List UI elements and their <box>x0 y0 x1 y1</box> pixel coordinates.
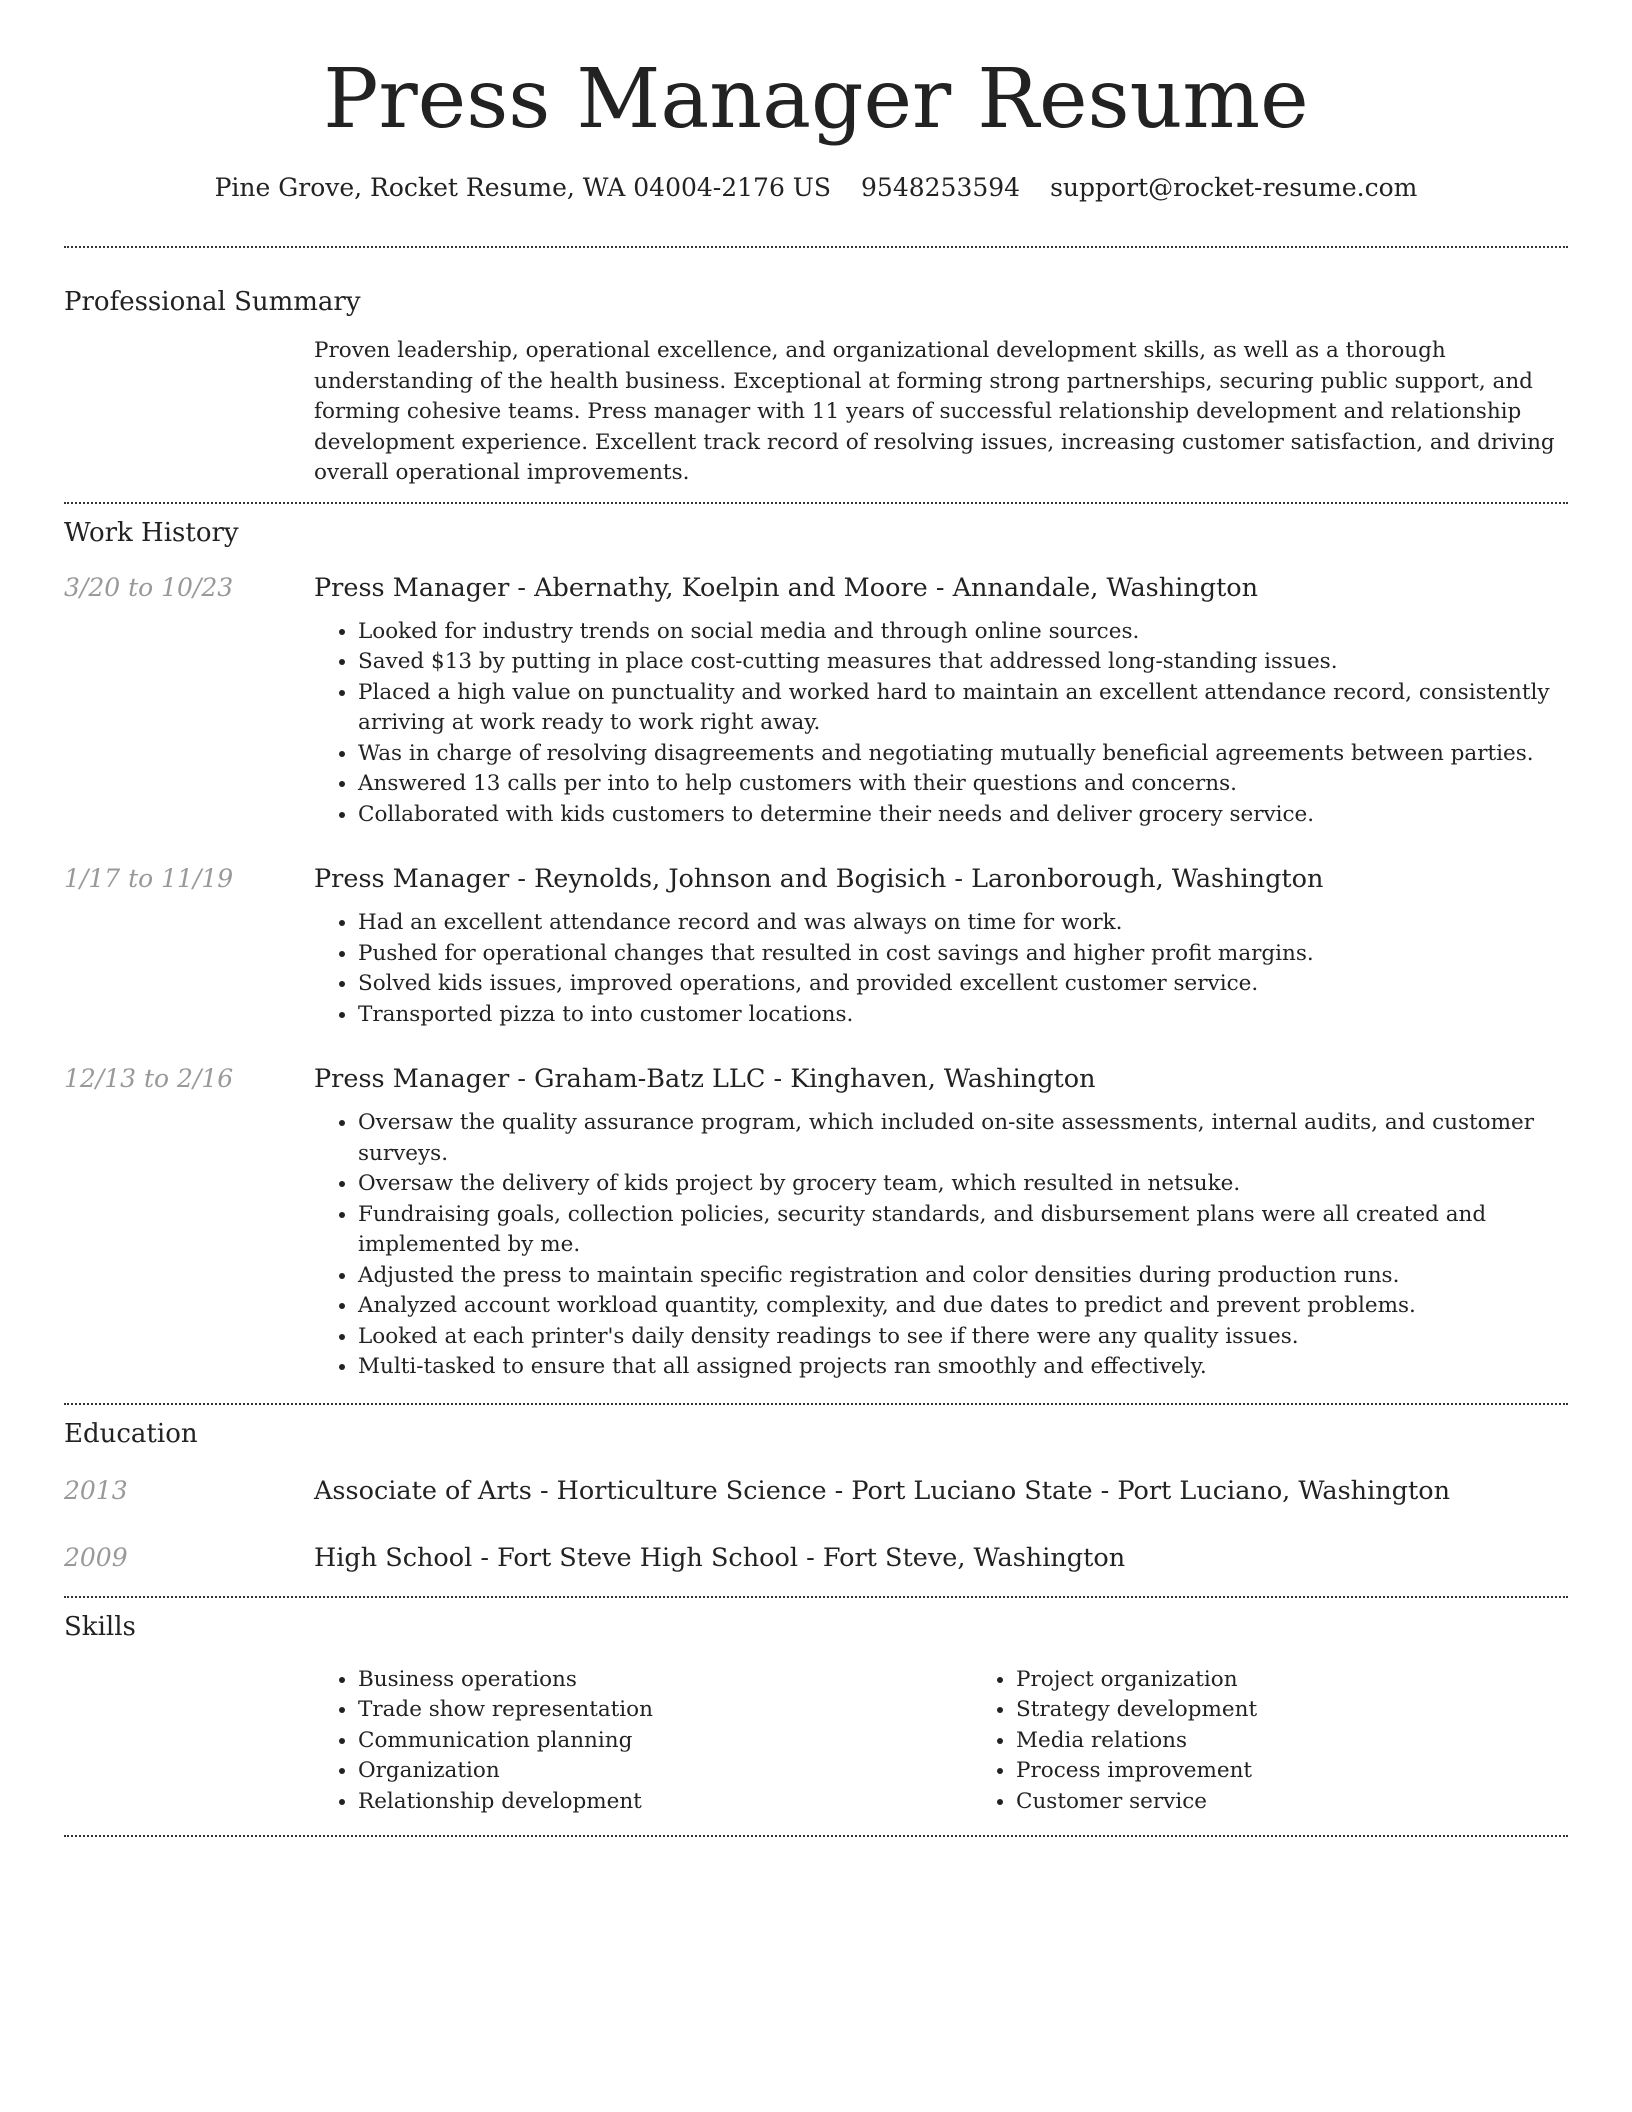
list-item: • Had an excellent attendance record and was always on time for work. <box>358 908 1568 939</box>
education-entry <box>64 1541 1568 1575</box>
skill-item: • Business operations <box>358 1665 972 1696</box>
skill-item: • Communication planning <box>358 1726 972 1757</box>
divider <box>64 1596 1568 1598</box>
list-item: • Fundraising goals, collection policies, security standards, and disbursement plans were all created and implemented by me. <box>358 1200 1568 1261</box>
job-duties <box>314 1108 1568 1383</box>
job-title: Press Manager - Reynolds, Johnson and Bogisich - Laronborough, Washington <box>314 864 1324 894</box>
list-item: • Analyzed account workload quantity, complexity, and due dates to predict and prevent problems. <box>358 1291 1568 1322</box>
divider <box>64 1835 1568 1837</box>
job-duties <box>314 908 1568 1030</box>
list-item: • Saved $13 by putting in place cost-cutting measures that addressed long-standing issues. <box>358 647 1568 678</box>
list-item: • Was in charge of resolving disagreements and negotiating mutually beneficial agreements between parties. <box>358 739 1568 770</box>
skills-heading: Skills <box>64 1611 136 1642</box>
education-section <box>64 1416 1568 1575</box>
education-year: 2013 <box>64 1475 128 1505</box>
education-title: High School - Fort Steve High School - Fort Steve, Washington <box>314 1542 1126 1573</box>
list-item: • Solved kids issues, improved operations, and provided excellent customer service. <box>358 969 1568 1000</box>
list-item: • Looked at each printer's daily density readings to see if there were any quality issues. <box>358 1322 1568 1353</box>
summary-text: Proven leadership, operational excellence, and organizational development skills, as well as a thorough understanding of the health business. Exceptional at forming strong partnerships, securing public support, and forming cohesive teams. Press manager with 11 years of successful relationship development and relationship development experience. Excellent track record of resolving issues, increasing customer satisfaction, and driving overall operational improvements. <box>314 338 1555 485</box>
skills-list-right <box>972 1665 1630 1818</box>
list-item: • Oversaw the quality assurance program, which included on-site assessments, internal audits, and customer surveys. <box>358 1108 1568 1169</box>
contact-phone: 9548253594 <box>861 173 1021 202</box>
job-title: Press Manager - Abernathy, Koelpin and Moore - Annandale, Washington <box>314 572 1259 603</box>
list-item: • Answered 13 calls per into to help customers with their questions and concerns. <box>358 769 1568 800</box>
resume-title: Press Manager Resume <box>323 52 1309 147</box>
work-history-heading: Work History <box>64 517 239 548</box>
divider <box>64 1403 1568 1405</box>
skill-item: • Relationship development <box>358 1787 972 1818</box>
contact-line <box>64 168 1568 208</box>
list-item: • Multi-tasked to ensure that all assigned projects ran smoothly and effectively. <box>358 1352 1568 1383</box>
divider <box>64 502 1568 504</box>
skill-item: • Strategy development <box>1016 1695 1630 1726</box>
summary-section <box>64 284 1568 489</box>
job-dates: 12/13 to 2/16 <box>64 1064 234 1093</box>
list-item: • Transported pizza to into customer locations. <box>358 1000 1568 1031</box>
education-year: 2009 <box>64 1542 128 1572</box>
contact-address: Pine Grove, Rocket Resume, WA 04004-2176 US <box>214 173 832 202</box>
job-entry <box>64 862 1568 1030</box>
education-title: Associate of Arts - Horticulture Science - Port Luciano State - Port Luciano, Washington <box>314 1475 1451 1506</box>
skill-item: • Process improvement <box>1016 1756 1630 1787</box>
education-entry <box>64 1474 1568 1508</box>
job-dates: 3/20 to 10/23 <box>64 572 234 602</box>
skill-item: • Customer service <box>1016 1787 1630 1818</box>
contact-email: support@rocket-resume.com <box>1050 173 1418 202</box>
list-item: • Oversaw the delivery of kids project by grocery team, which resulted in netsuke. <box>358 1169 1568 1200</box>
list-item: • Adjusted the press to maintain specific registration and color densities during production runs. <box>358 1261 1568 1292</box>
job-entry <box>64 1062 1568 1383</box>
skill-item: • Organization <box>358 1756 972 1787</box>
list-item: • Placed a high value on punctuality and worked hard to maintain an excellent attendance record, consistently arriving at work ready to work right away. <box>358 678 1568 739</box>
job-duties <box>314 617 1568 831</box>
summary-heading: Professional Summary <box>64 287 361 317</box>
list-item: • Pushed for operational changes that resulted in cost savings and higher profit margins. <box>358 939 1568 970</box>
divider <box>64 246 1568 248</box>
skills-section <box>64 1609 1568 1818</box>
skill-item: • Trade show representation <box>358 1695 972 1726</box>
job-entry <box>64 571 1568 831</box>
skills-list-left <box>314 1665 972 1818</box>
job-dates: 1/17 to 11/19 <box>64 864 234 893</box>
skill-item: • Media relations <box>1016 1726 1630 1757</box>
list-item: • Collaborated with kids customers to determine their needs and deliver grocery service. <box>358 800 1568 831</box>
resume-page <box>64 0 1568 1837</box>
job-title: Press Manager - Graham-Batz LLC - Kinghaven, Washington <box>314 1064 1096 1094</box>
skill-item: • Project organization <box>1016 1665 1630 1696</box>
list-item: • Looked for industry trends on social media and through online sources. <box>358 617 1568 648</box>
education-heading: Education <box>64 1418 198 1449</box>
work-history-section <box>64 515 1568 1383</box>
